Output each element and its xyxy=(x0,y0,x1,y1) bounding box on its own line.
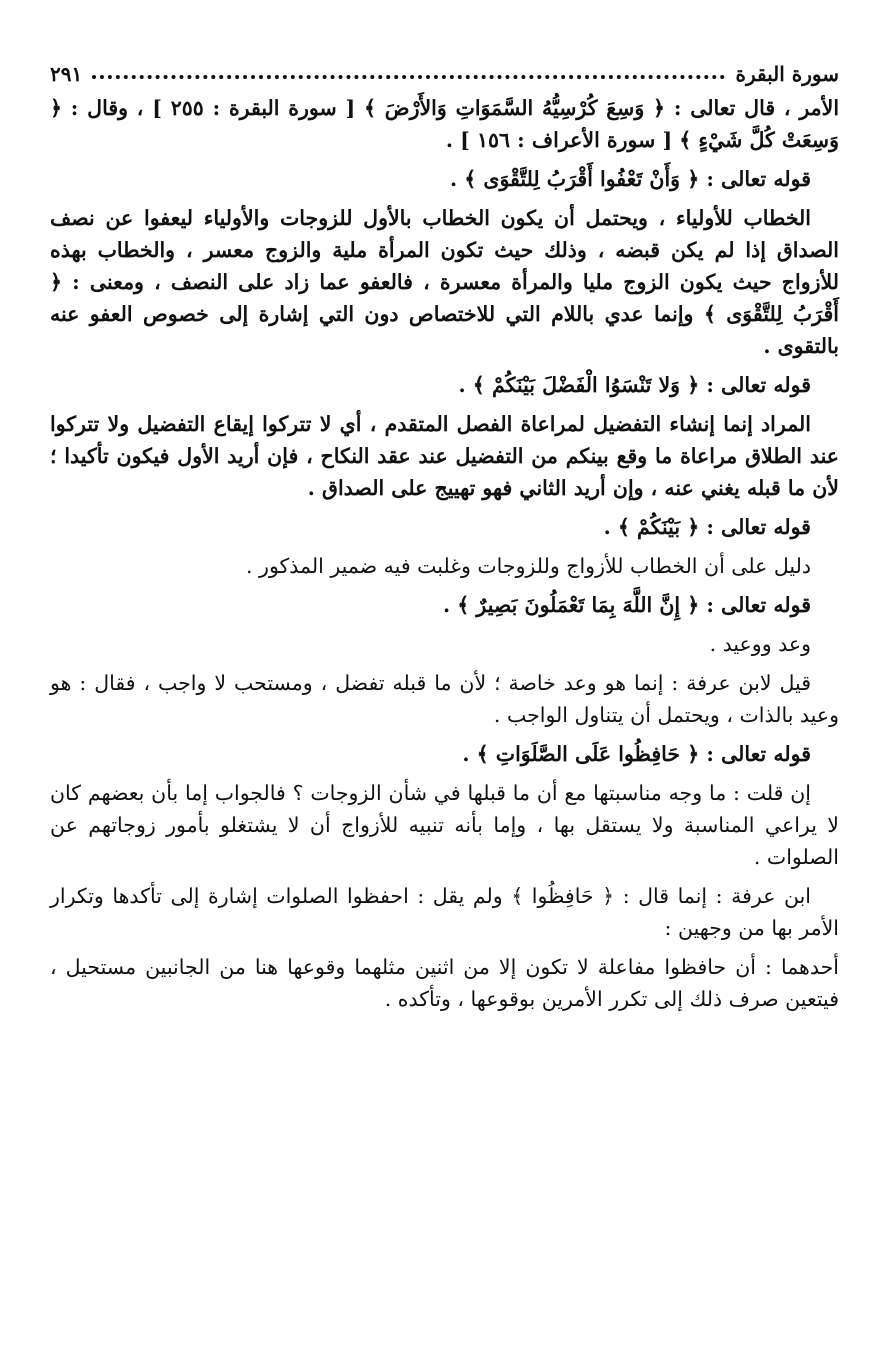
verse-heading: قوله تعالى : ﴿ إِنَّ اللَّهَ بِمَا تَعْمَلُونَ بَصِيرٌ ﴾ . xyxy=(442,593,811,617)
paragraph: أحدهما : أن حافظوا مفاعلة لا تكون إلا من اثنين مثلهما وقوعها هنا من الجانبين مستحيل ، فيتعين صرف ذلك إلى تكرر الأمرين بوقوعها ، وتأكده . xyxy=(50,955,839,1011)
paragraph: وعد ووعيد . xyxy=(709,632,811,656)
header-dotted-leader xyxy=(92,75,725,79)
paragraph: الأمر ، قال تعالى : ﴿ وَسِعَ كُرْسِيُّهُ السَّمَوَاتِ وَالأَرْضَ ﴾ [ سورة البقرة : ٢٥٥ ] ، وقال : ﴿ وَسِعَتْ كُلَّ شَيْءٍ ﴾ [ سورة الأعراف : ١٥٦ ] . xyxy=(50,96,840,152)
verse-heading: قوله تعالى : ﴿ بَيْنَكُمْ ﴾ . xyxy=(603,515,811,539)
page-number: ٢٩١ xyxy=(50,62,83,86)
page-header xyxy=(50,52,839,86)
paragraph: إن قلت : ما وجه مناسبتها مع أن ما قبلها في شأن الزوجات ؟ فالجواب إما بأن بعضهم كان لا يراعي المناسبة ولا يستقل بها ، وإما بأنه تنبيه للأزواج أن لا يشتغلو بأمور زوجاتهم عن الصلوات . xyxy=(50,781,839,869)
verse-heading: قوله تعالى : ﴿ حَافِظُوا عَلَى الصَّلَوَاتِ ﴾ . xyxy=(462,742,811,766)
paragraph: الخطاب للأولياء ، ويحتمل أن يكون الخطاب بالأول للزوجات والأولياء ليعفوا عن نصف الصداق إذا لم يكن قبضه ، وذلك حيث تكون المرأة ملية والزوج معسر ، والخطاب بهذه للأزواج حيث يكون الزوج مليا والمرأة معسرة ، فالعفو عما زاد على النصف ، ومعنى : ﴿ أَقْرَبُ لِلتَّقْوَى ﴾ وإنما عدي باللام التي للاختصاص دون التي إشارة إلى خصوص العفو عنه بالتقوى . xyxy=(50,206,839,358)
paragraph: قيل لابن عرفة : إنما هو وعد خاصة ؛ لأن ما قبله تفضل ، ومستحب لا واجب ، فقال : هو وعيد بالذات ، ويحتمل أن يتناول الواجب . xyxy=(50,671,839,727)
surah-name: سورة البقرة xyxy=(735,62,839,86)
page-body xyxy=(50,92,839,1337)
verse-heading: قوله تعالى : ﴿ وَلا تَنْسَوُا الْفَضْلَ بَيْنَكُمْ ﴾ . xyxy=(458,373,811,397)
paragraph: ابن عرفة : إنما قال : ﴿ حَافِظُوا ﴾ ولم يقل : احفظوا الصلوات إشارة إلى تأكدها وتكرار الأمر بها من وجهين : xyxy=(50,884,839,940)
paragraph: دليل على أن الخطاب للأزواج وللزوجات وغلبت فيه ضمير المذكور . xyxy=(246,554,811,578)
verse-heading: قوله تعالى : ﴿ وَأَنْ تَعْفُوا أَقْرَبُ لِلتَّقْوَى ﴾ . xyxy=(450,167,811,191)
paragraph: المراد إنما إنشاء التفضيل لمراعاة الفصل المتقدم ، أي لا تتركوا إيقاع التفضيل ولا تتركوا عند الطلاق مراعاة ما وقع بينكم من التفضيل عند عقد النكاح ، فإن أريد الأول فيكون تأكيدا ؛ لأن ما قبله يغني عنه ، وإن أريد الثاني فهو تهييج على الصداق . xyxy=(50,412,839,500)
